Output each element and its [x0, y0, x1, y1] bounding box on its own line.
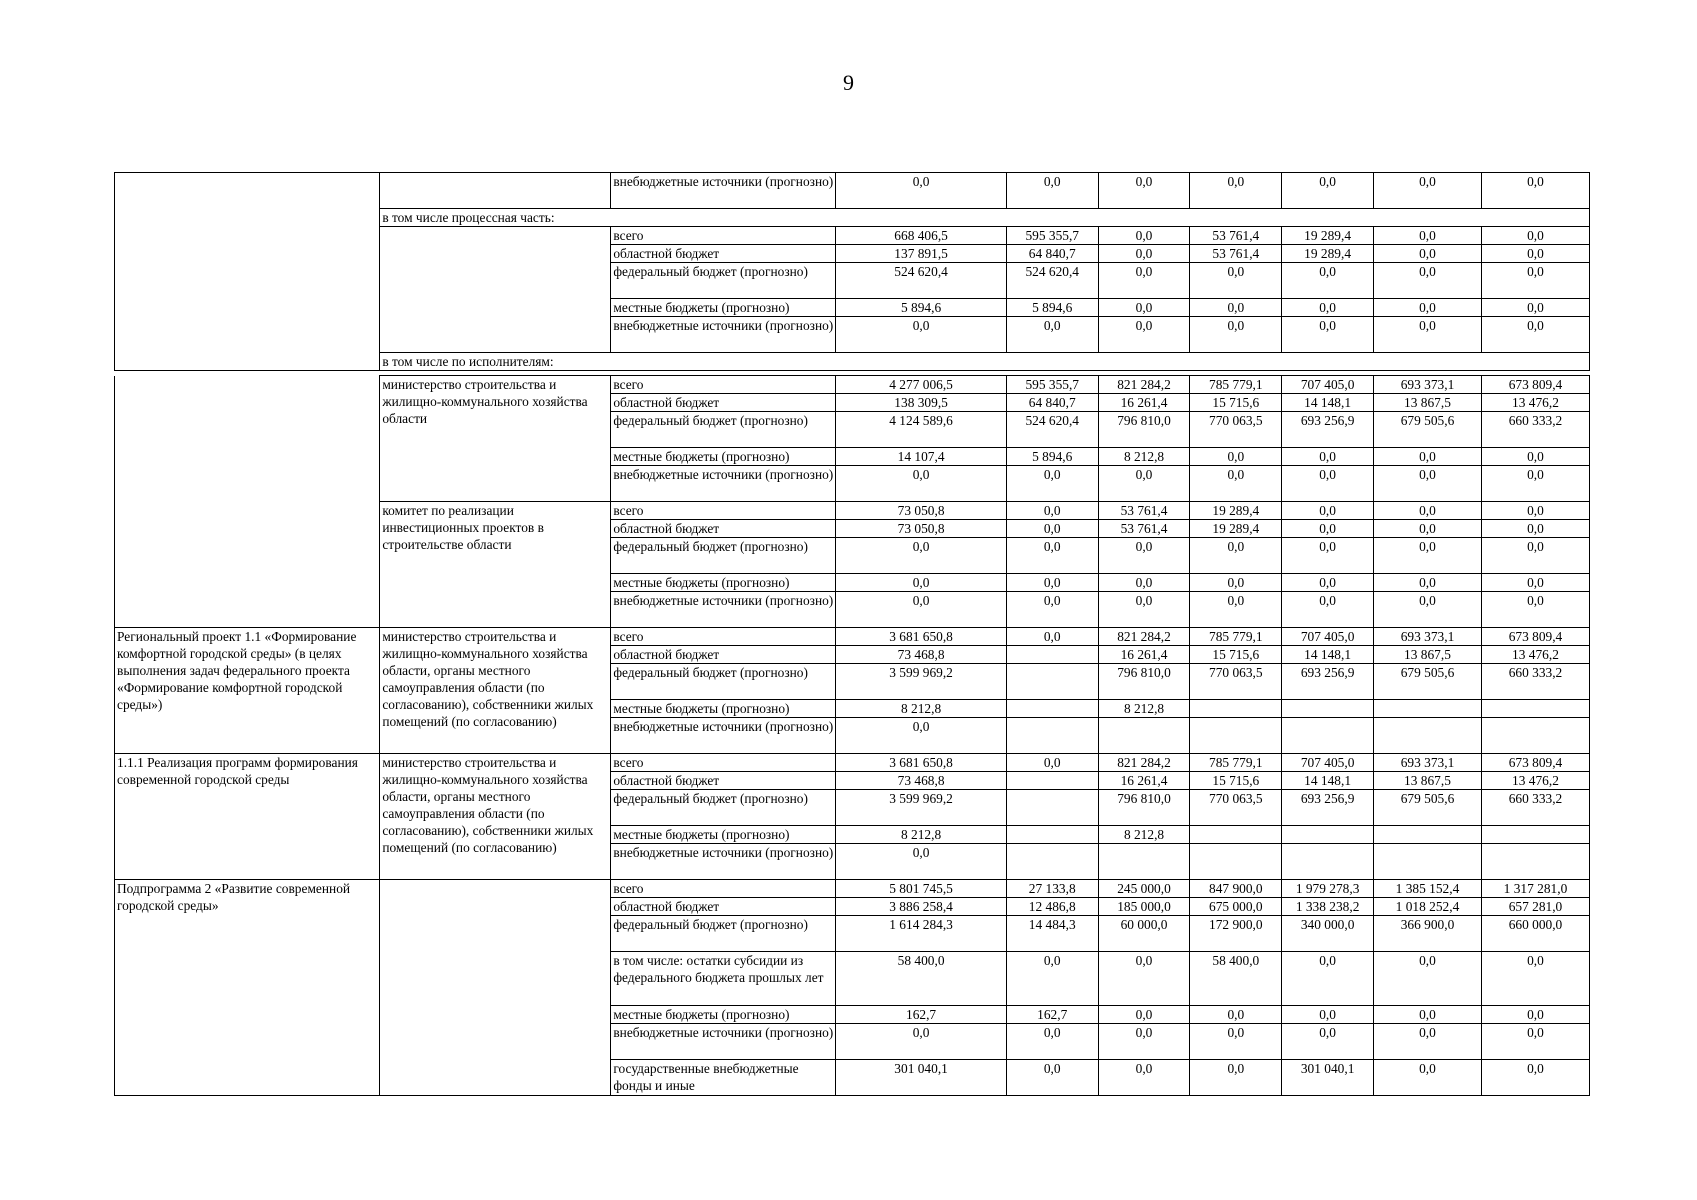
value-cell: [1006, 844, 1098, 880]
value-cell: [1374, 718, 1482, 754]
value-cell: 15 715,6: [1190, 394, 1282, 412]
value-cell: 821 284,2: [1098, 628, 1190, 646]
value-cell: 0,0: [836, 592, 1007, 628]
value-cell: 0,0: [1006, 754, 1098, 772]
value-cell: 0,0: [1190, 299, 1282, 317]
value-cell: 0,0: [1006, 1024, 1098, 1060]
value-cell: 821 284,2: [1098, 754, 1190, 772]
value-cell: 13 867,5: [1374, 394, 1482, 412]
value-cell: 660 333,2: [1481, 790, 1589, 826]
value-cell: 0,0: [1481, 173, 1589, 209]
value-cell: [1481, 844, 1589, 880]
value-cell: 0,0: [1006, 538, 1098, 574]
value-cell: 0,0: [1190, 466, 1282, 502]
value-cell: 5 894,6: [1006, 299, 1098, 317]
value-cell: 0,0: [1282, 448, 1374, 466]
value-cell: 0,0: [1374, 574, 1482, 592]
value-cell: 0,0: [1481, 466, 1589, 502]
value-cell: 0,0: [1374, 173, 1482, 209]
value-cell: 3 681 650,8: [836, 754, 1007, 772]
value-cell: 0,0: [1190, 574, 1282, 592]
value-cell: 693 373,1: [1374, 754, 1482, 772]
value-cell: 172 900,0: [1190, 916, 1282, 952]
value-cell: 64 840,7: [1006, 245, 1098, 263]
value-cell: 0,0: [1374, 952, 1482, 1006]
value-cell: 53 761,4: [1098, 502, 1190, 520]
table-cell-empty: [115, 173, 380, 371]
value-cell: 679 505,6: [1374, 412, 1482, 448]
value-cell: 0,0: [1481, 952, 1589, 1006]
value-cell: 1 018 252,4: [1374, 898, 1482, 916]
row-label: внебюджетные источники (прогнозно): [611, 173, 836, 209]
budget-table: [114, 172, 1590, 371]
value-cell: 0,0: [1481, 592, 1589, 628]
value-cell: 0,0: [1098, 1006, 1190, 1024]
value-cell: [1006, 700, 1098, 718]
value-cell: 3 599 969,2: [836, 664, 1007, 700]
value-cell: 340 000,0: [1282, 916, 1374, 952]
row-label: федеральный бюджет (прогнозно): [611, 790, 836, 826]
value-cell: 185 000,0: [1098, 898, 1190, 916]
value-cell: 60 000,0: [1098, 916, 1190, 952]
value-cell: 0,0: [1098, 592, 1190, 628]
row-label: областной бюджет: [611, 245, 836, 263]
value-cell: 668 406,5: [836, 227, 1007, 245]
value-cell: 707 405,0: [1282, 376, 1374, 394]
value-cell: 13 476,2: [1481, 772, 1589, 790]
value-cell: 0,0: [836, 466, 1007, 502]
value-cell: [1006, 664, 1098, 700]
value-cell: 0,0: [1282, 1006, 1374, 1024]
value-cell: 0,0: [1374, 317, 1482, 353]
value-cell: 0,0: [1282, 520, 1374, 538]
budget-table-executors: [114, 375, 1590, 1096]
value-cell: [1481, 826, 1589, 844]
value-cell: 5 894,6: [1006, 448, 1098, 466]
value-cell: 0,0: [1374, 1060, 1482, 1096]
row-label: местные бюджеты (прогнозно): [611, 1006, 836, 1024]
value-cell: 0,0: [1481, 448, 1589, 466]
value-cell: [1190, 718, 1282, 754]
page-number: 9: [843, 70, 854, 95]
value-cell: 137 891,5: [836, 245, 1007, 263]
row-label: внебюджетные источники (прогнозно): [611, 317, 836, 353]
executor-name: министерство строительства и жилищно-коммунального хозяйства области, органы местного самоуправления области (по согласованию), собственники жилых помещений (по согласованию): [380, 754, 611, 880]
section-header: в том числе по исполнителям:: [380, 353, 1590, 371]
value-cell: 0,0: [1481, 263, 1589, 299]
value-cell: 0,0: [1098, 227, 1190, 245]
value-cell: 14 148,1: [1282, 772, 1374, 790]
value-cell: 657 281,0: [1481, 898, 1589, 916]
value-cell: 0,0: [1481, 1006, 1589, 1024]
value-cell: 0,0: [1006, 628, 1098, 646]
value-cell: 679 505,6: [1374, 790, 1482, 826]
value-cell: [1282, 844, 1374, 880]
value-cell: 301 040,1: [836, 1060, 1007, 1096]
value-cell: [1481, 718, 1589, 754]
value-cell: 821 284,2: [1098, 376, 1190, 394]
row-label: областной бюджет: [611, 772, 836, 790]
value-cell: 0,0: [1190, 317, 1282, 353]
row-label: внебюджетные источники (прогнозно): [611, 844, 836, 880]
value-cell: 301 040,1: [1282, 1060, 1374, 1096]
value-cell: 3 681 650,8: [836, 628, 1007, 646]
table-cell-empty: [380, 227, 611, 353]
value-cell: [1190, 700, 1282, 718]
table-row: [115, 880, 1590, 898]
value-cell: 14 107,4: [836, 448, 1007, 466]
row-label: всего: [611, 628, 836, 646]
value-cell: 0,0: [1374, 1006, 1482, 1024]
value-cell: 785 779,1: [1190, 376, 1282, 394]
row-label: федеральный бюджет (прогнозно): [611, 538, 836, 574]
value-cell: 8 212,8: [1098, 700, 1190, 718]
value-cell: 0,0: [1282, 502, 1374, 520]
value-cell: 0,0: [836, 718, 1007, 754]
value-cell: 0,0: [1006, 173, 1098, 209]
table-row: [115, 754, 1590, 772]
value-cell: 0,0: [1098, 1024, 1190, 1060]
value-cell: 0,0: [1374, 538, 1482, 574]
value-cell: 12 486,8: [1006, 898, 1098, 916]
table-cell-empty: [380, 173, 611, 209]
value-cell: 13 867,5: [1374, 772, 1482, 790]
row-label: внебюджетные источники (прогнозно): [611, 1024, 836, 1060]
value-cell: 0,0: [1190, 538, 1282, 574]
value-cell: 1 317 281,0: [1481, 880, 1589, 898]
value-cell: 162,7: [1006, 1006, 1098, 1024]
value-cell: 0,0: [1006, 317, 1098, 353]
value-cell: [1006, 718, 1098, 754]
value-cell: 0,0: [1098, 317, 1190, 353]
value-cell: 0,0: [1374, 520, 1482, 538]
value-cell: 0,0: [1282, 1024, 1374, 1060]
row-label: всего: [611, 754, 836, 772]
value-cell: 14 148,1: [1282, 394, 1374, 412]
value-cell: 1 614 284,3: [836, 916, 1007, 952]
value-cell: 770 063,5: [1190, 412, 1282, 448]
value-cell: 660 333,2: [1481, 412, 1589, 448]
value-cell: 13 867,5: [1374, 646, 1482, 664]
value-cell: 16 261,4: [1098, 772, 1190, 790]
row-label: местные бюджеты (прогнозно): [611, 574, 836, 592]
value-cell: [1006, 772, 1098, 790]
value-cell: 0,0: [1098, 299, 1190, 317]
value-cell: 785 779,1: [1190, 754, 1282, 772]
value-cell: 0,0: [1282, 299, 1374, 317]
row-label: внебюджетные источники (прогнозно): [611, 718, 836, 754]
table-row: [115, 628, 1590, 646]
row-label: областной бюджет: [611, 520, 836, 538]
project-name: Подпрограмма 2 «Развитие современной городской среды»: [115, 880, 380, 1096]
value-cell: 0,0: [1006, 574, 1098, 592]
value-cell: 8 212,8: [836, 826, 1007, 844]
row-label: внебюджетные источники (прогнозно): [611, 592, 836, 628]
value-cell: 0,0: [1190, 1060, 1282, 1096]
value-cell: 0,0: [1098, 538, 1190, 574]
value-cell: 0,0: [1098, 173, 1190, 209]
value-cell: [1006, 646, 1098, 664]
value-cell: 1 385 152,4: [1374, 880, 1482, 898]
row-label: местные бюджеты (прогнозно): [611, 826, 836, 844]
value-cell: 0,0: [1190, 448, 1282, 466]
value-cell: 0,0: [1006, 592, 1098, 628]
value-cell: 679 505,6: [1374, 664, 1482, 700]
row-label: местные бюджеты (прогнозно): [611, 700, 836, 718]
row-label: областной бюджет: [611, 898, 836, 916]
value-cell: 73 050,8: [836, 520, 1007, 538]
value-cell: 0,0: [1098, 245, 1190, 263]
row-label: в том числе: остатки субсидии из федерального бюджета прошлых лет: [611, 952, 836, 1006]
value-cell: 0,0: [1374, 227, 1482, 245]
value-cell: [1374, 826, 1482, 844]
value-cell: [1374, 844, 1482, 880]
value-cell: 673 809,4: [1481, 376, 1589, 394]
value-cell: 673 809,4: [1481, 628, 1589, 646]
value-cell: 0,0: [1190, 263, 1282, 299]
value-cell: 13 476,2: [1481, 394, 1589, 412]
value-cell: 0,0: [1006, 520, 1098, 538]
value-cell: [1098, 718, 1190, 754]
row-label: федеральный бюджет (прогнозно): [611, 916, 836, 952]
value-cell: 847 900,0: [1190, 880, 1282, 898]
value-cell: 0,0: [1098, 952, 1190, 1006]
value-cell: 0,0: [836, 574, 1007, 592]
value-cell: 73 050,8: [836, 502, 1007, 520]
value-cell: 0,0: [1481, 502, 1589, 520]
value-cell: 162,7: [836, 1006, 1007, 1024]
value-cell: 595 355,7: [1006, 227, 1098, 245]
value-cell: 0,0: [836, 317, 1007, 353]
value-cell: 0,0: [1006, 466, 1098, 502]
table-row: [115, 173, 1590, 209]
value-cell: 27 133,8: [1006, 880, 1098, 898]
value-cell: 0,0: [1282, 173, 1374, 209]
value-cell: 0,0: [1374, 448, 1482, 466]
value-cell: 0,0: [1006, 1060, 1098, 1096]
value-cell: 0,0: [1374, 466, 1482, 502]
value-cell: 707 405,0: [1282, 628, 1374, 646]
value-cell: 796 810,0: [1098, 412, 1190, 448]
value-cell: 0,0: [1374, 263, 1482, 299]
value-cell: 0,0: [1190, 173, 1282, 209]
value-cell: 138 309,5: [836, 394, 1007, 412]
value-cell: 0,0: [836, 1024, 1007, 1060]
value-cell: 693 373,1: [1374, 376, 1482, 394]
value-cell: [1098, 844, 1190, 880]
value-cell: 0,0: [1481, 1024, 1589, 1060]
table-cell-empty: [115, 376, 380, 628]
row-label: всего: [611, 880, 836, 898]
value-cell: 1 338 238,2: [1282, 898, 1374, 916]
value-cell: [1190, 826, 1282, 844]
value-cell: 0,0: [1098, 574, 1190, 592]
executor-name: министерство строительства и жилищно-коммунального хозяйства области: [380, 376, 611, 502]
value-cell: 796 810,0: [1098, 790, 1190, 826]
value-cell: 0,0: [1190, 592, 1282, 628]
value-cell: [1006, 826, 1098, 844]
value-cell: 524 620,4: [1006, 412, 1098, 448]
value-cell: [1282, 718, 1374, 754]
row-label: федеральный бюджет (прогнозно): [611, 412, 836, 448]
row-label: федеральный бюджет (прогнозно): [611, 664, 836, 700]
value-cell: 0,0: [1374, 592, 1482, 628]
value-cell: 0,0: [1481, 520, 1589, 538]
value-cell: 19 289,4: [1190, 502, 1282, 520]
value-cell: 0,0: [1481, 1060, 1589, 1096]
project-name: 1.1.1 Реализация программ формирования современной городской среды: [115, 754, 380, 880]
value-cell: 58 400,0: [1190, 952, 1282, 1006]
value-cell: 13 476,2: [1481, 646, 1589, 664]
value-cell: 0,0: [1282, 263, 1374, 299]
value-cell: 693 256,9: [1282, 664, 1374, 700]
value-cell: [1190, 844, 1282, 880]
value-cell: 673 809,4: [1481, 754, 1589, 772]
value-cell: 595 355,7: [1006, 376, 1098, 394]
value-cell: 0,0: [1098, 1060, 1190, 1096]
value-cell: 53 761,4: [1190, 227, 1282, 245]
value-cell: 0,0: [836, 538, 1007, 574]
value-cell: 366 900,0: [1374, 916, 1482, 952]
value-cell: 0,0: [836, 173, 1007, 209]
value-cell: 58 400,0: [836, 952, 1007, 1006]
value-cell: 0,0: [1190, 1006, 1282, 1024]
executor-name: комитет по реализации инвестиционных проектов в строительстве области: [380, 502, 611, 628]
value-cell: 14 148,1: [1282, 646, 1374, 664]
value-cell: 0,0: [1481, 245, 1589, 263]
value-cell: [1282, 826, 1374, 844]
row-label: всего: [611, 502, 836, 520]
value-cell: 1 979 278,3: [1282, 880, 1374, 898]
value-cell: 0,0: [1282, 538, 1374, 574]
row-label: областной бюджет: [611, 394, 836, 412]
value-cell: 675 000,0: [1190, 898, 1282, 916]
value-cell: 0,0: [1282, 317, 1374, 353]
table-cell-empty: [380, 880, 611, 1096]
value-cell: 19 289,4: [1190, 520, 1282, 538]
value-cell: 0,0: [1481, 299, 1589, 317]
value-cell: 770 063,5: [1190, 664, 1282, 700]
value-cell: 770 063,5: [1190, 790, 1282, 826]
value-cell: 0,0: [1282, 952, 1374, 1006]
value-cell: 14 484,3: [1006, 916, 1098, 952]
value-cell: 785 779,1: [1190, 628, 1282, 646]
value-cell: 0,0: [1481, 538, 1589, 574]
value-cell: 73 468,8: [836, 772, 1007, 790]
value-cell: 8 212,8: [1098, 448, 1190, 466]
value-cell: 693 373,1: [1374, 628, 1482, 646]
value-cell: 0,0: [1374, 502, 1482, 520]
row-label: федеральный бюджет (прогнозно): [611, 263, 836, 299]
value-cell: 524 620,4: [836, 263, 1007, 299]
value-cell: 19 289,4: [1282, 227, 1374, 245]
value-cell: 3 886 258,4: [836, 898, 1007, 916]
value-cell: 0,0: [1098, 263, 1190, 299]
value-cell: [1481, 700, 1589, 718]
value-cell: 3 599 969,2: [836, 790, 1007, 826]
value-cell: 693 256,9: [1282, 412, 1374, 448]
value-cell: 8 212,8: [836, 700, 1007, 718]
value-cell: 0,0: [1098, 466, 1190, 502]
value-cell: 707 405,0: [1282, 754, 1374, 772]
value-cell: 0,0: [1481, 317, 1589, 353]
value-cell: 19 289,4: [1282, 245, 1374, 263]
value-cell: 8 212,8: [1098, 826, 1190, 844]
value-cell: 53 761,4: [1190, 245, 1282, 263]
value-cell: 0,0: [1006, 502, 1098, 520]
executor-name: министерство строительства и жилищно-коммунального хозяйства области, органы местного самоуправления области (по согласованию), собственники жилых помещений (по согласованию): [380, 628, 611, 754]
value-cell: 0,0: [1190, 1024, 1282, 1060]
value-cell: 5 894,6: [836, 299, 1007, 317]
value-cell: 796 810,0: [1098, 664, 1190, 700]
value-cell: 16 261,4: [1098, 394, 1190, 412]
value-cell: 0,0: [836, 844, 1007, 880]
value-cell: 15 715,6: [1190, 646, 1282, 664]
value-cell: 660 000,0: [1481, 916, 1589, 952]
row-label: местные бюджеты (прогнозно): [611, 299, 836, 317]
value-cell: 15 715,6: [1190, 772, 1282, 790]
value-cell: 0,0: [1374, 299, 1482, 317]
value-cell: 0,0: [1006, 952, 1098, 1006]
value-cell: [1282, 700, 1374, 718]
section-header: в том числе процессная часть:: [380, 209, 1590, 227]
value-cell: 0,0: [1282, 574, 1374, 592]
value-cell: 0,0: [1374, 1024, 1482, 1060]
value-cell: 4 124 589,6: [836, 412, 1007, 448]
value-cell: 0,0: [1282, 592, 1374, 628]
value-cell: [1374, 700, 1482, 718]
value-cell: 0,0: [1374, 245, 1482, 263]
project-name: Региональный проект 1.1 «Формирование комфортной городской среды» (в целях выполнения задач федерального проекта «Формирование комфортной городской среды»): [115, 628, 380, 754]
row-label: местные бюджеты (прогнозно): [611, 448, 836, 466]
value-cell: [1006, 790, 1098, 826]
table-row: [115, 376, 1590, 394]
value-cell: 0,0: [1282, 466, 1374, 502]
value-cell: 64 840,7: [1006, 394, 1098, 412]
value-cell: 693 256,9: [1282, 790, 1374, 826]
value-cell: 660 333,2: [1481, 664, 1589, 700]
value-cell: 5 801 745,5: [836, 880, 1007, 898]
row-label: всего: [611, 376, 836, 394]
value-cell: 4 277 006,5: [836, 376, 1007, 394]
value-cell: 53 761,4: [1098, 520, 1190, 538]
value-cell: 16 261,4: [1098, 646, 1190, 664]
value-cell: 0,0: [1481, 227, 1589, 245]
row-label: всего: [611, 227, 836, 245]
value-cell: 73 468,8: [836, 646, 1007, 664]
value-cell: 0,0: [1481, 574, 1589, 592]
value-cell: 245 000,0: [1098, 880, 1190, 898]
value-cell: 524 620,4: [1006, 263, 1098, 299]
row-label: государственные внебюджетные фонды и иные: [611, 1060, 836, 1096]
row-label: областной бюджет: [611, 646, 836, 664]
row-label: внебюджетные источники (прогнозно): [611, 466, 836, 502]
